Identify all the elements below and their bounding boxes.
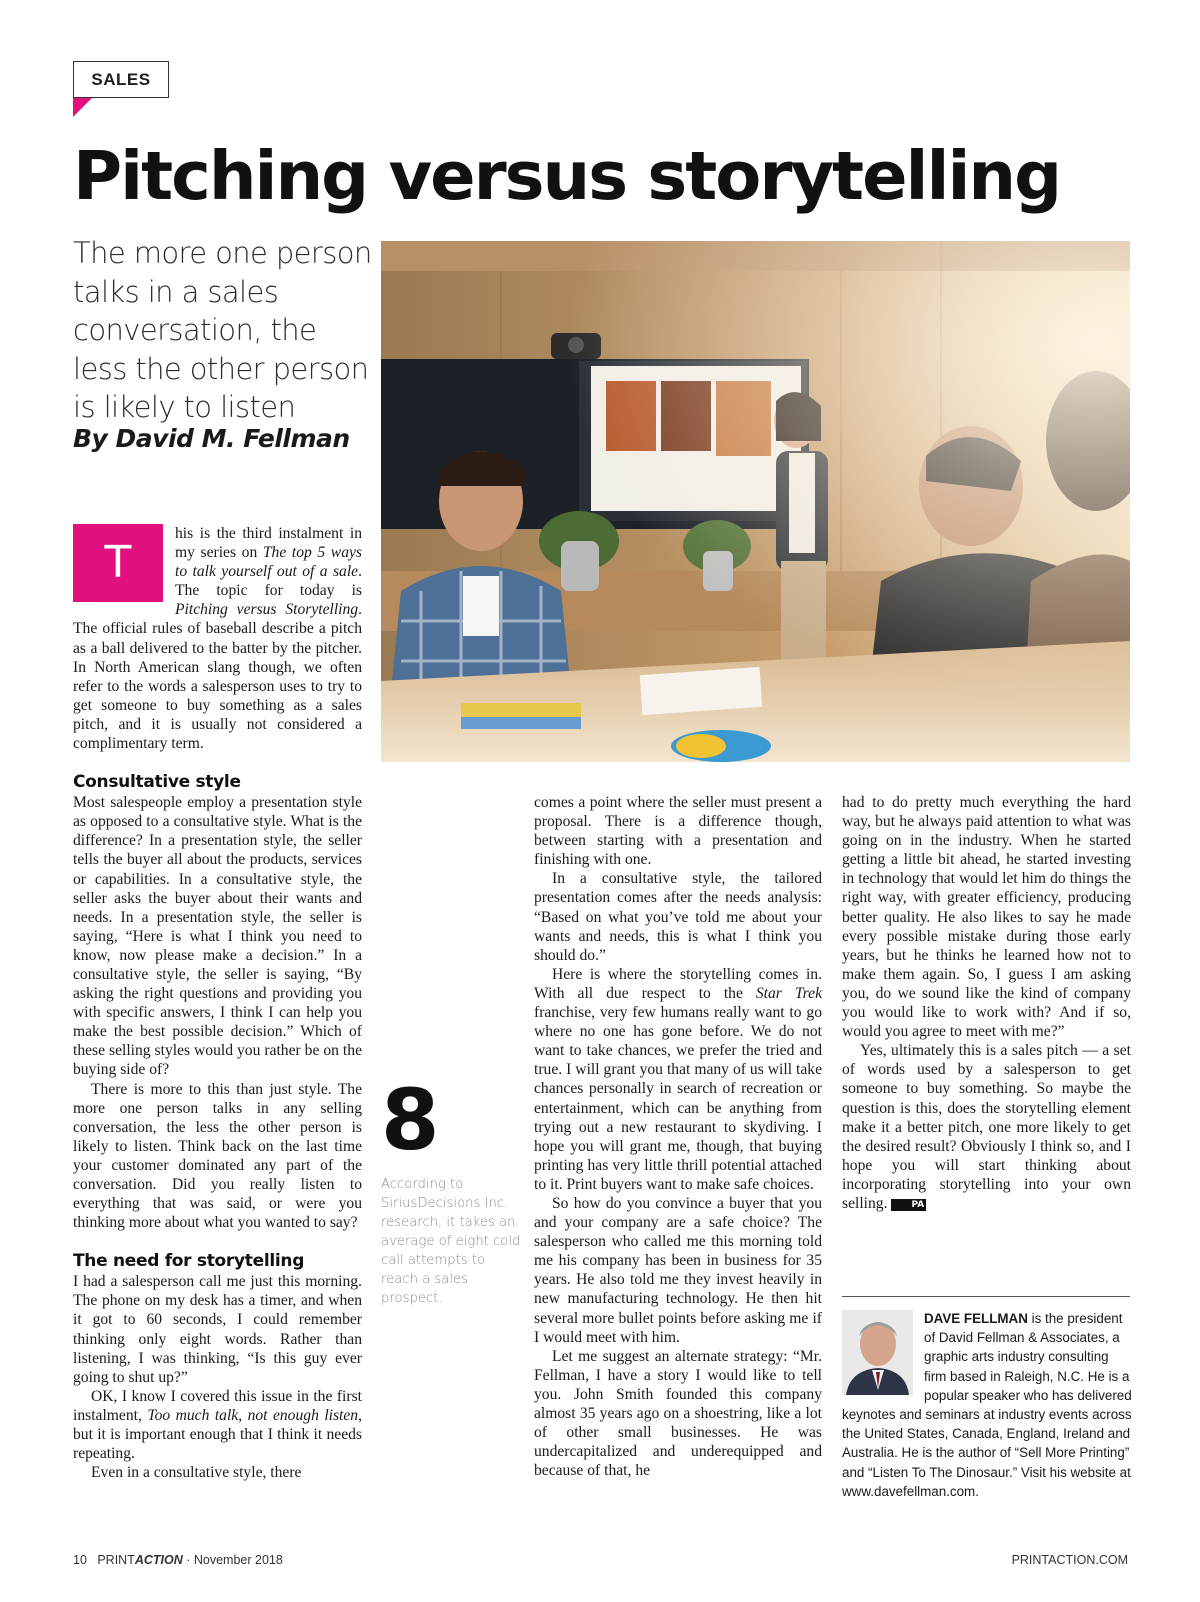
column-2: [534, 793, 822, 1480]
body-paragraph: Let me suggest an alternate strategy: “Mr. Fellman, I have a story I would like to tell you. John Smith founded this company almost 35 years ago on a shoestring, like a lot of other small businesses. He was undercapitalized and underequipped and because of that, he: [534, 1347, 822, 1480]
brand-print: PRINT: [97, 1553, 135, 1567]
body-paragraph: I had a salesperson call me just this morning. The phone on my desk has a timer, and when it got to 60 seconds, I could remember thinking only eight words. Rather than listening, I was thinking, “Is this guy ever going to shut up?”: [73, 1273, 362, 1386]
meeting-photo-illustration: [381, 241, 1130, 762]
section-tag-notch: [73, 98, 92, 117]
intro-paragraph: his is the third instalment in my series on The top 5 ways to talk yourself out of a sale. The topic for today is Pitching versus Storytelling. The official rules of baseball describe a pitch as a ball delivered to the batter by the pitcher. In North American slang though, we often refer to the words a salesperson uses to try to get someone to buy something as a sales pitch, and it is usually not considered a complimentary term.: [73, 525, 362, 753]
byline: By David M. Fellman: [73, 424, 350, 453]
deck: The more one person talks in a sales conversation, the less the other person is likely to listen: [73, 236, 372, 424]
body-paragraph: Most salespeople employ a presentation style as opposed to a consultative style. What is the difference? In a presentation style, the seller tells the buyer all about the products, services or capabilities. In a consultative style, the seller asks the buyer about their wants and needs. In a presentation style, the seller is saying, “Here is what I think you need to know, now please make a decision.” In a consultative style, the seller is saying, “By asking the right questions and providing you with specific answers, I think I can help you make the best possible decision.” Which of these selling styles would you rather be on the buying side of?: [73, 794, 362, 1079]
body-paragraph: had to do pretty much everything the hard way, but he always paid attention to what was going on in the industry. When he started getting a little bit ahead, he started investing in technology that would let him do things the right way, with greater efficiency, producing better quality. He also likes to say he made every possible mistake during those early years, but he thinks he learned how not to make them again. So, I guess I am asking you, do we sound like the kind of company you would like to work with? And if so, would you agree to meet with me?”: [842, 794, 1131, 1041]
headline: Pitching versus storytelling: [73, 137, 1061, 215]
body-paragraph: Here is where the storytelling comes in. With all due respect to the Star Trek franchise, very few humans really want to go where no one has gone before. We do not want to take chances, we prefer the tried and true. I will grant you that many of us will take chances personally in search of recreation or entertainment, which can be anything from trying out a new restaurant to skydiving. I hope you will grant me, though, that buying printing has very little thrill potential attached to it. Print buyers want to make safe choices.: [534, 965, 822, 1193]
column-3: [842, 793, 1131, 1213]
pullquote-text: According to SiriusDecisions Inc. research, it takes an average of eight cold call attempts to reach a sales prospect.: [381, 1177, 521, 1306]
footer-url[interactable]: PRINTACTION.COM: [1011, 1553, 1128, 1567]
body-paragraph: So how do you convince a buyer that you and your company are a safe choice? The salesperson who called me this morning told me his company has been in business for 35 years. He also told me they invest heavily in new manufacturing technology. He then hit several more bullet points before asking me if I would meet with him.: [534, 1194, 822, 1346]
brand-action: ACTION: [134, 1553, 183, 1567]
end-mark-icon: PA: [891, 1199, 926, 1211]
section-tag: [73, 61, 169, 98]
subhead-consultative-style: Consultative style: [73, 772, 241, 793]
pullquote-number: 8: [381, 1071, 440, 1169]
author-photo-spacer: [842, 1309, 924, 1401]
column-1: [73, 524, 362, 1482]
drop-cap: T: [73, 524, 163, 602]
meeting-photo: [381, 241, 1130, 762]
body-paragraph: Yes, ultimately this is a sales pitch — a set of words used by a salesperson to get someone to buy something. So maybe the question is this, does the storytelling element make it a better pitch, one more likely to get the desired result? Obviously I think so, and I hope you will start thinking about incorporating storytelling into your own selling. PA: [842, 1042, 1131, 1212]
author-bio: [842, 1309, 1132, 1501]
subhead-need-for-storytelling: The need for storytelling: [73, 1251, 305, 1272]
author-bio-text: is the president of David Fellman & Associates, a graphic arts industry consulting firm based in Raleigh, N.C. He is a popular speaker who has delivered keynotes and seminars at industry events across the United States, Canada, England, Ireland and Australia. He is the author of “Sell More Printing” and “Listen To The Dinosaur.” Visit his website at www.davefellman.com.: [842, 1311, 1132, 1499]
body-paragraph: comes a point where the seller must present a proposal. There is a difference though, between starting with a presentation and finishing with one.: [534, 794, 822, 869]
section-tag-label: SALES: [91, 69, 151, 89]
body-paragraph: In a consultative style, the tailored presentation comes after the needs analysis: “Based on what you’ve told me about your wants and needs, this is what I think you should do.”: [534, 870, 822, 964]
footer-left: [73, 1553, 283, 1567]
body-paragraph: Even in a consultative style, there: [91, 1464, 302, 1482]
body-paragraph: There is more to this than just style. The more one person talks in any selling conversation, the less the other person is likely to listen. Think back on the last time your customer dominated any part of the conversation. Did you really listen to everything that was said, or were you thinking more about what you wanted to say?: [73, 1080, 362, 1232]
author-divider: [842, 1296, 1130, 1297]
body-paragraph: OK, I know I covered this issue in the first instalment, Too much talk, not enough listen, but it is important enough that I think it needs repeating.: [73, 1387, 363, 1463]
page-number: 10: [73, 1553, 87, 1567]
author-name: DAVE FELLMAN: [924, 1311, 1028, 1326]
issue-date: · November 2018: [182, 1553, 283, 1567]
